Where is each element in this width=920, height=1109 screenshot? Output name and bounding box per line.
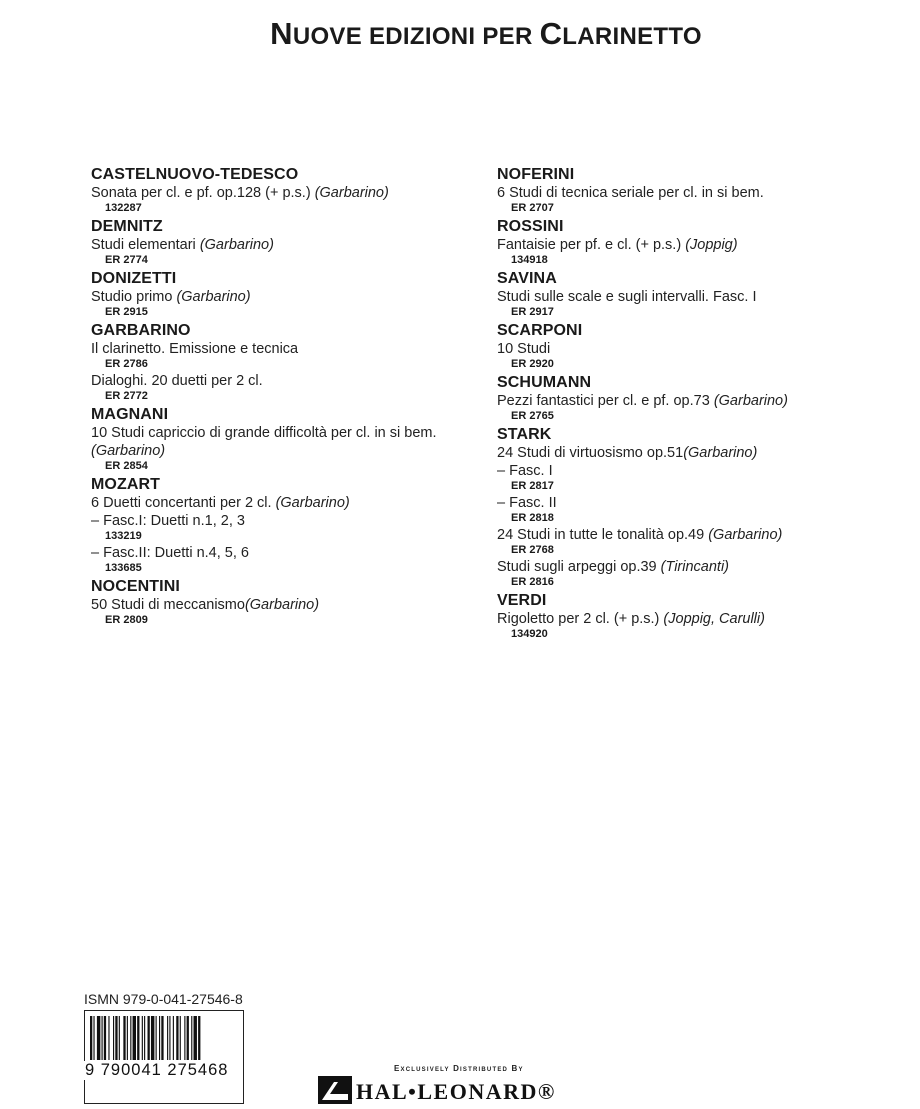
- work-title: [91, 184, 471, 202]
- work-text: 50 Studi di meccanismo: [91, 597, 245, 613]
- composer-heading: SCHUMANN: [497, 374, 592, 391]
- barcode-bar: [184, 1016, 185, 1060]
- work-title: [497, 444, 897, 462]
- composer-heading: DEMNITZ: [91, 218, 163, 235]
- work-text: – Fasc.I: Duetti n.1, 2, 3: [91, 513, 245, 529]
- work-text: Pezzi fantastici per cl. e pf. op.73: [497, 393, 710, 409]
- work-title: [91, 340, 471, 358]
- barcode-bar: [161, 1016, 163, 1060]
- barcode-bar: [159, 1016, 160, 1060]
- catalog-code: ER 2809: [105, 614, 148, 626]
- barcode: [84, 1010, 244, 1104]
- work-title: [497, 558, 897, 576]
- page-title: [0, 16, 920, 52]
- work-title: [497, 462, 897, 480]
- composer-heading: MOZART: [91, 476, 161, 493]
- barcode-bar: [156, 1016, 157, 1060]
- barcode-bar: [90, 1016, 92, 1060]
- title-segment: LARINETTO: [562, 23, 702, 50]
- barcode-bar: [167, 1016, 168, 1060]
- catalog-code: 132287: [105, 202, 142, 214]
- work-title: [91, 424, 471, 460]
- barcode-bar: [133, 1016, 136, 1060]
- barcode-bar: [180, 1016, 181, 1060]
- composer-heading: CASTELNUOVO-TEDESCO: [91, 166, 299, 183]
- composer-heading: SCARPONI: [497, 322, 583, 339]
- work-text: Studio primo: [91, 289, 173, 305]
- work-text: Studi elementari: [91, 237, 196, 253]
- work-title: [497, 288, 897, 306]
- work-text: Studi sugli arpeggi op.39: [497, 559, 657, 575]
- composer-heading: NOFERINI: [497, 166, 575, 183]
- catalog-code: ER 2920: [511, 358, 554, 370]
- work-text: Sonata per cl. e pf. op.128 (+ p.s.): [91, 185, 311, 201]
- work-text: Il clarinetto. Emissione e tecnica: [91, 341, 299, 357]
- barcode-bar: [169, 1016, 170, 1060]
- catalog-code: ER 2768: [511, 544, 554, 556]
- composer-heading: GARBARINO: [91, 322, 191, 339]
- work-title: [497, 340, 897, 358]
- catalog-code: ER 2917: [511, 306, 554, 318]
- work-text: 10 Studi capriccio di grande difficoltà per cl. in si bem.: [91, 425, 437, 441]
- composer-heading: STARK: [497, 426, 552, 443]
- barcode-bar: [123, 1016, 125, 1060]
- editor-name: (Garbarino): [708, 527, 783, 543]
- barcode-bar: [113, 1016, 114, 1060]
- barcode-bar: [148, 1016, 150, 1060]
- work-text: Studi sulle scale e sugli intervalli. Fasc. I: [497, 289, 757, 305]
- catalog-code: ER 2707: [511, 202, 554, 214]
- work-title: [91, 544, 471, 562]
- catalog-left-column: [91, 163, 471, 628]
- work-text: Rigoletto per 2 cl. (+ p.s.): [497, 611, 660, 627]
- work-text: 10 Studi: [497, 341, 551, 357]
- catalog-code: 133685: [105, 562, 142, 574]
- composer-heading: NOCENTINI: [91, 578, 180, 595]
- isbn-number: ISMN 979-0-041-27546-8: [84, 991, 243, 1007]
- title-segment: UOVE EDIZIONI PER: [292, 23, 540, 50]
- composer-heading: MAGNANI: [91, 406, 169, 423]
- editor-name: (Garbarino): [244, 597, 320, 613]
- composer-heading: SAVINA: [497, 270, 557, 287]
- barcode-bar: [176, 1016, 178, 1060]
- catalog-code: ER 2765: [511, 410, 554, 422]
- barcode-bar: [194, 1016, 197, 1060]
- work-text: – Fasc.II: Duetti n.4, 5, 6: [91, 545, 249, 561]
- distributed-by-text: Exclusively Distributed By: [394, 1064, 524, 1073]
- catalog-code: ER 2817: [511, 480, 554, 492]
- catalog-right-column: [497, 163, 897, 642]
- barcode-bar: [130, 1016, 131, 1060]
- hal-leonard-emblem-icon: [318, 1074, 358, 1104]
- catalog-code: ER 2774: [105, 254, 148, 266]
- catalog-code: 134920: [511, 628, 548, 640]
- composer-heading: ROSSINI: [497, 218, 564, 235]
- barcode-bar: [108, 1016, 109, 1060]
- work-title: [497, 392, 897, 410]
- editor-name: (Garbarino): [275, 495, 350, 511]
- work-title: [497, 526, 897, 544]
- barcode-bar: [151, 1016, 154, 1060]
- work-title: [91, 236, 471, 254]
- barcode-bar: [142, 1016, 143, 1060]
- work-text: Fantaisie per pf. e cl. (+ p.s.): [497, 237, 682, 253]
- work-title: [91, 288, 471, 306]
- barcode-digits: 9 790041 275468: [85, 1061, 229, 1079]
- editor-name: (Joppig): [685, 237, 738, 253]
- catalog-code: ER 2772: [105, 390, 148, 402]
- barcode-bar: [102, 1016, 103, 1060]
- work-text: Dialoghi. 20 duetti per 2 cl.: [91, 373, 263, 389]
- work-text: – Fasc. II: [497, 495, 557, 511]
- barcode-bar: [191, 1016, 192, 1060]
- barcode-bar: [119, 1016, 120, 1060]
- editor-name: (Tirincanti): [660, 559, 730, 575]
- catalog-code: ER 2818: [511, 512, 554, 524]
- catalog-code: 133219: [105, 530, 142, 542]
- barcode-bar: [115, 1016, 117, 1060]
- work-title: [91, 596, 471, 614]
- work-title: [91, 512, 471, 530]
- title-segment: N: [270, 16, 293, 51]
- composer-heading: VERDI: [497, 592, 547, 609]
- barcode-bar: [173, 1016, 174, 1060]
- barcode-bar: [144, 1016, 145, 1060]
- work-text: 24 Studi in tutte le tonalità op.49: [497, 527, 705, 543]
- work-title: [497, 610, 897, 628]
- work-title: [497, 236, 897, 254]
- catalog-code: ER 2816: [511, 576, 554, 588]
- editor-name: (Garbarino): [91, 443, 166, 459]
- editor-name: (Garbarino): [683, 445, 758, 461]
- editor-name: (Garbarino): [314, 185, 389, 201]
- barcode-bar: [93, 1016, 94, 1060]
- barcode-bar: [187, 1016, 189, 1060]
- editor-name: (Garbarino): [199, 237, 274, 253]
- work-title: [497, 494, 897, 512]
- composer-heading: DONIZETTI: [91, 270, 177, 287]
- editor-name: (Joppig, Carulli): [663, 611, 765, 627]
- title-segment: C: [539, 16, 563, 51]
- catalog-code: ER 2786: [105, 358, 148, 370]
- barcode-frame: [85, 1011, 244, 1104]
- work-title: [91, 494, 471, 512]
- barcode-bar: [97, 1016, 100, 1060]
- barcode-bar: [127, 1016, 128, 1060]
- editor-name: (Garbarino): [176, 289, 251, 305]
- barcode-bar: [104, 1016, 106, 1060]
- catalog-code: 134918: [511, 254, 548, 266]
- catalog-code: ER 2854: [105, 460, 148, 472]
- work-title: [91, 372, 471, 390]
- work-text: 6 Duetti concertanti per 2 cl.: [91, 495, 272, 511]
- barcode-bar: [198, 1016, 200, 1060]
- barcode-bar: [137, 1016, 139, 1060]
- catalog-code: ER 2915: [105, 306, 148, 318]
- publisher-name: HAL•LEONARD®: [356, 1079, 556, 1104]
- work-title: [497, 184, 897, 202]
- work-text: 6 Studi di tecnica seriale per cl. in si bem.: [497, 185, 764, 201]
- work-text: 24 Studi di virtuosismo op.51: [497, 445, 684, 461]
- editor-name: (Garbarino): [713, 393, 788, 409]
- work-text: – Fasc. I: [497, 463, 553, 479]
